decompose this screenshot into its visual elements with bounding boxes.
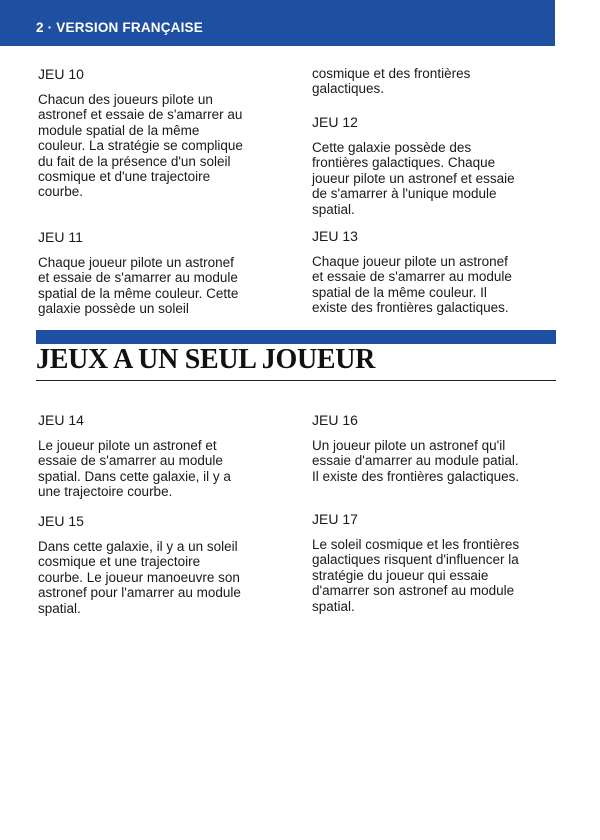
game-description: Un joueur pilote un astronef qu'il essaie d'amarrer au module patial. Il existe des frontières galactiques.	[312, 438, 520, 484]
game-jeu15	[38, 513, 288, 616]
game-jeu16	[312, 412, 562, 484]
game-jeu11-continued	[312, 66, 562, 97]
game-title: JEU 14	[38, 412, 84, 428]
game-description: Le joueur pilote un astronef et essaie de s'amarrer au module spatial. Dans cette galaxie, il y a une trajectoire courbe.	[38, 438, 231, 500]
section-rule	[36, 380, 556, 381]
game-title: JEU 15	[38, 513, 84, 529]
game-jeu17	[312, 511, 562, 614]
section-divider-band	[36, 330, 556, 344]
section-title: JEUX A UN SEUL JOUEUR	[36, 344, 376, 375]
game-title: JEU 17	[312, 511, 358, 527]
game-jeu11	[38, 229, 288, 317]
game-description-continued: cosmique et des frontières galactiques.	[312, 66, 471, 97]
game-title: JEU 12	[312, 114, 358, 130]
game-description: Cette galaxie possède des frontières galactiques. Chaque joueur pilote un astronef et essaie de s'amarrer à l'unique module spatial.	[312, 140, 515, 217]
game-jeu12	[312, 114, 562, 217]
header-title: 2 · VERSION FRANÇAISE	[36, 20, 203, 35]
game-jeu10	[38, 66, 288, 200]
game-description: Dans cette galaxie, il y a un soleil cosmique et une trajectoire courbe. Le joueur manoeuvre son astronef pour l'amarrer au module spatial.	[38, 539, 241, 616]
game-jeu13	[312, 228, 562, 316]
header-bar	[0, 0, 555, 46]
game-jeu14	[38, 412, 288, 500]
game-description: Le soleil cosmique et les frontières galactiques risquent d'influencer la stratégie du joueur qui essaie d'amarrer son astronef au module spatial.	[312, 537, 520, 614]
game-title: JEU 10	[38, 66, 84, 82]
game-description: Chacun des joueurs pilote un astronef et essaie de s'amarrer au module spatial de la même couleur. La stratégie se complique du fait de la présence d'un soleil cosmique et d'une trajectoire courbe.	[38, 92, 243, 200]
game-description: Chaque joueur pilote un astronef et essaie de s'amarrer au module spatial de la même couleur. Il existe des frontières galactiques.	[312, 254, 512, 316]
game-description: Chaque joueur pilote un astronef et essaie de s'amarrer au module spatial de la même couleur. Cette galaxie possède un soleil	[38, 255, 239, 317]
game-title: JEU 16	[312, 412, 358, 428]
game-title: JEU 11	[38, 229, 83, 245]
game-title: JEU 13	[312, 228, 358, 244]
